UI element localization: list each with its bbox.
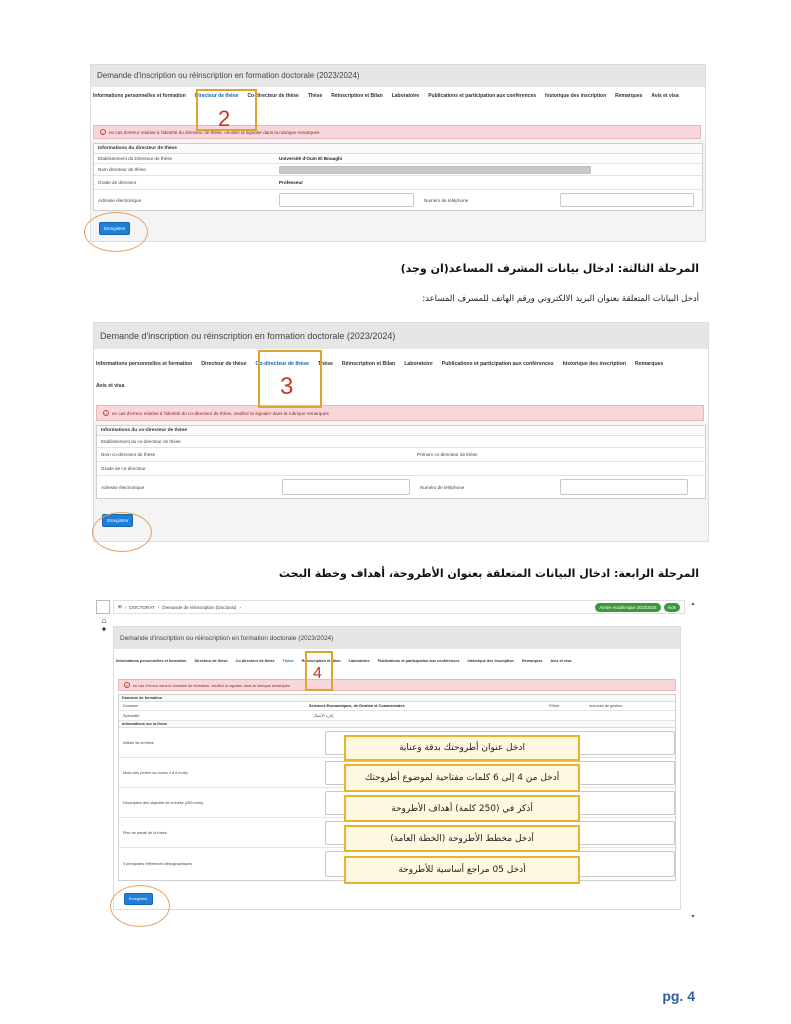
scrollbar[interactable]: ▴ ▾ (691, 601, 695, 920)
tab-laboratoire[interactable]: Laboratoire (348, 659, 370, 663)
label-etablissement: Etablissement du Directeur de thèse (98, 156, 173, 161)
screenshot-directeur (90, 64, 706, 242)
label-objectifs: Description des objectifs de la thèse (250 mots) (123, 800, 203, 805)
tab-reinscription[interactable]: Réinscription et Bilan (301, 659, 341, 663)
chevron-right-icon: › (124, 604, 127, 610)
value-specialite: إدارة الأعمال (313, 713, 334, 718)
tab-laboratoire[interactable]: Laboratoire (404, 361, 433, 367)
instruction-step3: أدخل البيانات المتعلقة بعنوان البريد الالكتروني ورقم الهاتف للمسرف المساعد: (422, 294, 699, 304)
hint-objectifs: أذكر في (250 كلمة) أهداف الأطروحة (344, 795, 580, 822)
tab-codirecteur[interactable]: Co-directeur de thèse (247, 93, 299, 99)
label-specialite: Spécialité (123, 713, 140, 718)
tab-codirecteur[interactable]: Co-directeur de thèse (255, 361, 309, 367)
label-references: 5 principales références bibliographiques (123, 862, 193, 866)
year-badge[interactable]: Année Académique 2023/2024 (595, 603, 660, 612)
alert-codirecteur: × en cas d'erreur relative à l'identité du co-directeur de thèse, veuillez la signaler dans la rubrique remarques (96, 405, 704, 421)
home-icon[interactable]: ⌂ (101, 616, 107, 625)
close-icon[interactable]: × (101, 130, 105, 135)
help-badge[interactable]: Aide (664, 603, 680, 612)
hint-references: أدخل 05 مراجع أساسية للأطروحة (344, 856, 580, 884)
label-filiere: Filière (549, 704, 560, 708)
tab-these[interactable]: Thèse (307, 93, 323, 99)
step-number: 3 (280, 373, 294, 400)
panel-codirecteur (96, 425, 706, 499)
tab-historique[interactable]: historique des inscription (467, 659, 514, 663)
tab-infos[interactable]: Informations personnelles et formation (116, 659, 187, 663)
tab-remarques[interactable]: Remarques (521, 659, 543, 663)
highlight-save (110, 885, 170, 927)
form-title: Demande d'inscription ou réinscription en formation doctorale (2023/2024) (114, 627, 680, 649)
label-email: Adresse électronique (101, 484, 145, 490)
tab-historique[interactable]: historique des inscription (562, 361, 627, 367)
tab-codirecteur[interactable]: Co-directeur de thèse (235, 659, 275, 663)
sidebar-box (96, 600, 110, 614)
highlight-save (92, 512, 152, 552)
value-etablissement: Université d'Oum El Bouaghi (279, 156, 343, 161)
tab-publications[interactable]: Publications et participation aux conférences (377, 659, 460, 663)
hint-mots-cles: أدخل من 4 إلى 6 كلمات مفتاحية لموضوع أطروحتك (344, 764, 580, 792)
close-icon[interactable]: × (125, 683, 129, 688)
formation-title: Domaine de formation (119, 695, 675, 702)
save-button[interactable]: Enregistrer (124, 893, 153, 905)
hint-plan: أدخل مخطط الأطروحة (الخطة العامة) (344, 825, 580, 852)
label-intitule: Intitulé de la thèse (123, 740, 154, 745)
breadcrumb-bar (113, 600, 685, 614)
step-number: 2 (218, 106, 231, 131)
heading-step4: المرحلة الرابعة: ادخال البيانات المتعلقة بعنوان الأطروحة، أهداف وخطة البحث (278, 567, 699, 580)
tab-reinscription[interactable]: Réinscription et Bilan (341, 361, 396, 367)
value-domaine: Sciences Economiques, de Gestion et Commerciales (309, 704, 405, 708)
save-button[interactable]: Enregistrer (102, 514, 133, 527)
these-title: Informations sur la thèse (119, 721, 675, 728)
email-input[interactable] (282, 479, 410, 495)
graduation-cap-icon[interactable]: ✦ (100, 625, 108, 634)
tab-infos[interactable]: Informations personnelles et formation (93, 93, 186, 99)
save-button[interactable]: Enregistrer (99, 222, 130, 235)
label-phone: Numéro de téléphone (424, 197, 469, 203)
tab-publications[interactable]: Publications et participation aux conférences (428, 93, 537, 99)
chevron-right-icon: › (239, 604, 241, 610)
label-mots-cles: Mots clés (entrer au moins 4 à 6 mots) (123, 770, 188, 775)
tab-bar (94, 349, 708, 391)
heading-step3: المرحلة الثالثة: ادخال بيانات المشرف المساعد(ان وجد) (400, 262, 699, 275)
close-icon[interactable]: × (104, 411, 108, 416)
phone-input[interactable] (560, 193, 694, 207)
form-title: Demande d'inscription ou réinscription en formation doctorale (2023/2024) (94, 323, 708, 349)
highlight-save (84, 212, 148, 252)
label-etablissement: Etablissement du co-directeur de thèse (101, 439, 181, 444)
label-plan: Plan de travail de la thèse (123, 830, 167, 835)
tab-reinscription[interactable]: Réinscription et Bilan (331, 93, 383, 99)
panel-directeur (93, 143, 703, 211)
tab-directeur[interactable]: Directeur de thèse (194, 93, 239, 99)
label-nom-directeur: Nom directeur de thèse (98, 167, 146, 172)
tab-historique[interactable]: historique des inscription (545, 93, 607, 99)
sidebar (96, 600, 112, 920)
value-filiere: sciences de gestion (589, 704, 623, 708)
hint-intitule: ادخل عنوان أطروحتك بدقة وعناية (344, 735, 580, 761)
tab-avis[interactable]: Avis et visa (651, 93, 679, 99)
panel-title: Informations du directeur de thèse (94, 144, 702, 154)
label-grade: Grade de co-directeur (101, 466, 146, 471)
tab-avis[interactable]: Avis et visa (550, 659, 572, 663)
label-domaine: Domaine (123, 704, 139, 708)
label-email: Adresse électronique (98, 197, 142, 203)
chevron-right-icon: › (157, 604, 160, 610)
page-number: pg. 4 (662, 988, 695, 1004)
alert-formation: × en cas d'erreur dans le domaine de formation, veuillez la signaler dans la rubrique remarques (118, 679, 676, 691)
alert-directeur: × en cas d'erreur relative à l'identité du directeur de thèse, veuillez la signaler dans la rubrique remarques (93, 125, 701, 139)
label-nom-codirecteur: Nom co-directeur de thèse (101, 452, 156, 457)
tab-directeur[interactable]: Directeur de thèse (194, 659, 228, 663)
step-number: 4 (313, 665, 322, 682)
label-grade: Grade de directeur (98, 180, 137, 185)
tab-publications[interactable]: Publications et participation aux conférences (441, 361, 554, 367)
screenshot-codirecteur (93, 322, 709, 542)
tab-remarques[interactable]: Remarques (635, 361, 664, 367)
tab-bar (114, 649, 680, 669)
form-title: Demande d'inscription ou réinscription en formation doctorale (2023/2024) (91, 65, 705, 87)
panel-title: Informations du co-directeur de thèse (97, 426, 705, 436)
label-phone: Numéro de téléphone (420, 484, 465, 490)
breadcrumb-doctorat[interactable]: DOCTORAT (129, 604, 155, 610)
nom-directeur-field (279, 166, 591, 174)
label-prenom-codirecteur: Prénom co-directeur de thèse (417, 452, 478, 457)
tab-laboratoire[interactable]: Laboratoire (391, 93, 420, 99)
tab-bar (91, 87, 705, 119)
email-input[interactable] (279, 193, 414, 207)
value-grade: Professeur (279, 180, 304, 185)
tab-directeur[interactable]: Directeur de thèse (201, 361, 247, 367)
tab-these[interactable]: Thèse (317, 361, 333, 367)
grid-icon[interactable]: ⊞ (118, 604, 122, 609)
phone-input[interactable] (560, 479, 688, 495)
breadcrumb-demande[interactable]: Demande de réinscription (Doctorat) (162, 604, 237, 610)
tab-avis[interactable]: Avis et visa (96, 383, 125, 389)
tab-these[interactable]: Thèse (282, 659, 294, 663)
tab-remarques[interactable]: Remarques (615, 93, 643, 99)
tab-infos[interactable]: Informations personnelles et formation (96, 361, 193, 367)
